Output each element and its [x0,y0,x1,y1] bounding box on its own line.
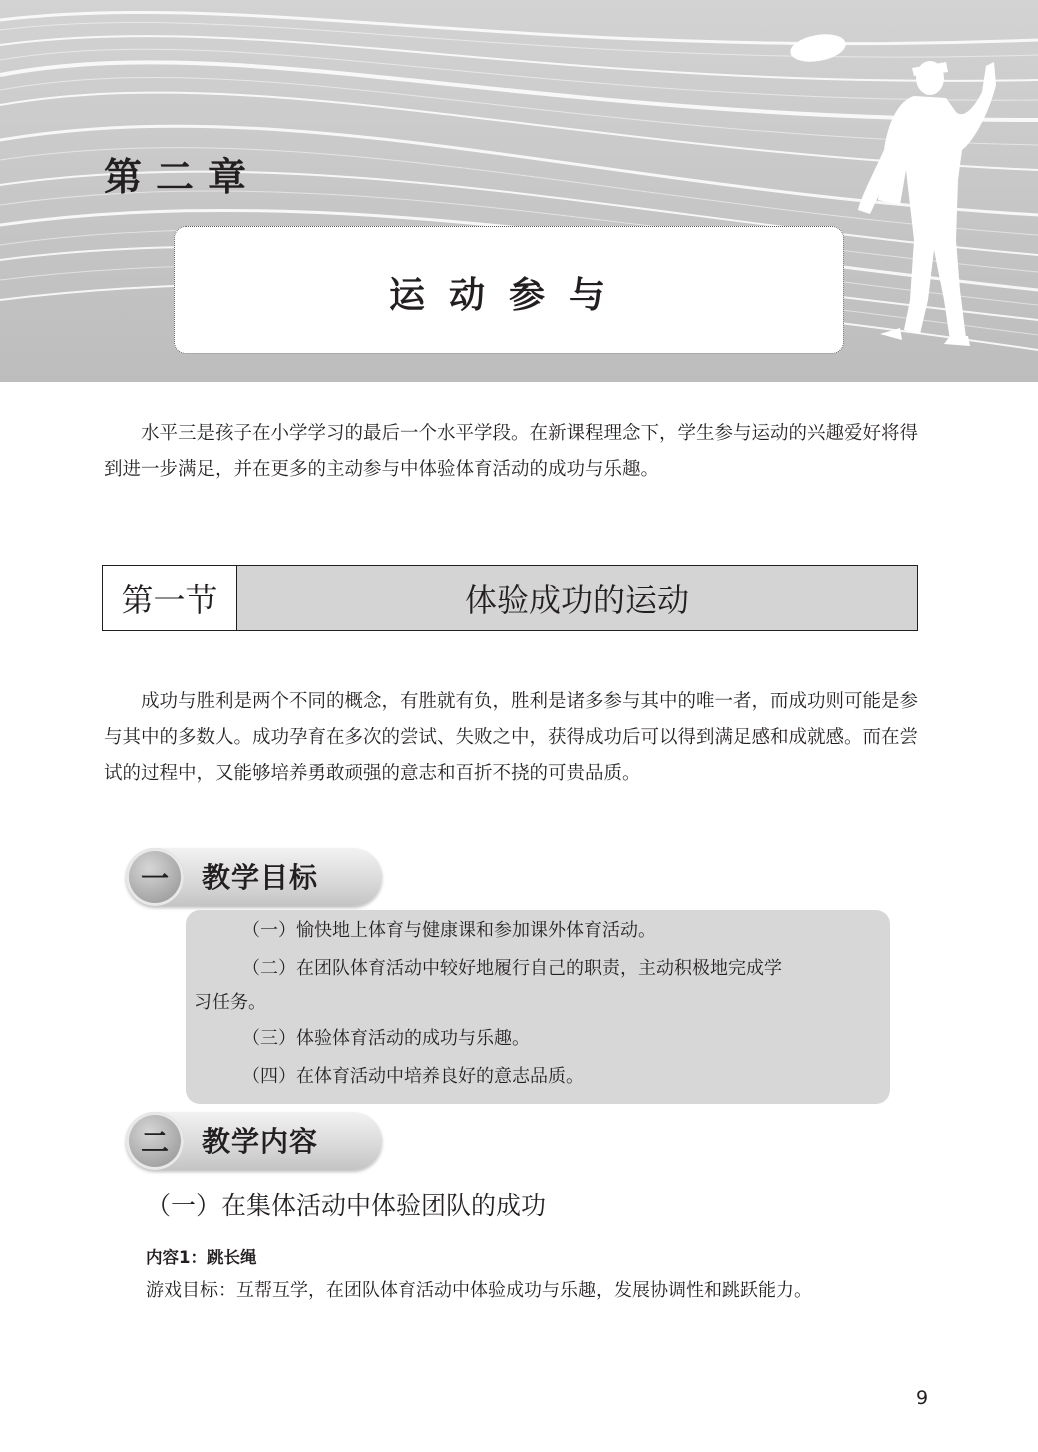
page-number: 9 [916,1387,929,1409]
goal-item: （三）体验体育活动的成功与乐趣。 [242,1028,530,1049]
goal-item: （四）在体育活动中培养良好的意志品质。 [242,1066,584,1087]
section-header [102,565,918,631]
heading-teaching-content [126,1112,382,1170]
section-intro-paragraph: 成功与胜利是两个不同的概念，有胜就有负，胜利是诸多参与其中的唯一者，而成功则可能是参与其中的多数人。成功孕育在多次的尝试、失败之中，获得成功后可以得到满足感和成就感。而在尝试的过程中，又能够培养勇敢顽强的意志和百折不挠的可贵品质。 [104,691,919,784]
chapter-banner [0,0,1038,382]
teaching-goals-box [186,910,890,1104]
section-number: 第一节 [103,566,237,630]
goal-item: （二）在团队体育活动中较好地履行自己的职责，主动积极地完成学 [242,958,782,979]
goal-item-continued: 习任务。 [194,992,266,1013]
chapter-title-box [174,226,844,354]
goal-item: （一）愉快地上体育与健康课和参加课外体育活动。 [242,920,656,941]
discus-shape [788,30,848,65]
heading-number-circle: 一 [126,848,184,906]
game-goal-text: 游戏目标：互帮互学，在团队体育活动中体验成功与乐趣，发展协调性和跳跃能力。 [146,1280,812,1301]
heading-label: 教学目标 [202,861,319,894]
chapter-title: 运动参与 [388,274,629,316]
intro-paragraph: 水平三是孩子在小学学习的最后一个水平学段。在新课程理念下，学生参与运动的兴趣爱好将得到进一步满足，并在更多的主动参与中体验体育活动的成功与乐趣。 [104,423,919,480]
subsection-heading: （一）在集体活动中体验团队的成功 [146,1191,547,1220]
chapter-label: 第二章 [104,154,261,199]
heading-number-circle: 二 [126,1112,184,1170]
content-label: 内容1：跳长绳 [146,1248,257,1267]
heading-label: 教学内容 [202,1125,319,1158]
heading-teaching-goals [126,848,382,906]
section-title: 体验成功的运动 [237,566,917,630]
